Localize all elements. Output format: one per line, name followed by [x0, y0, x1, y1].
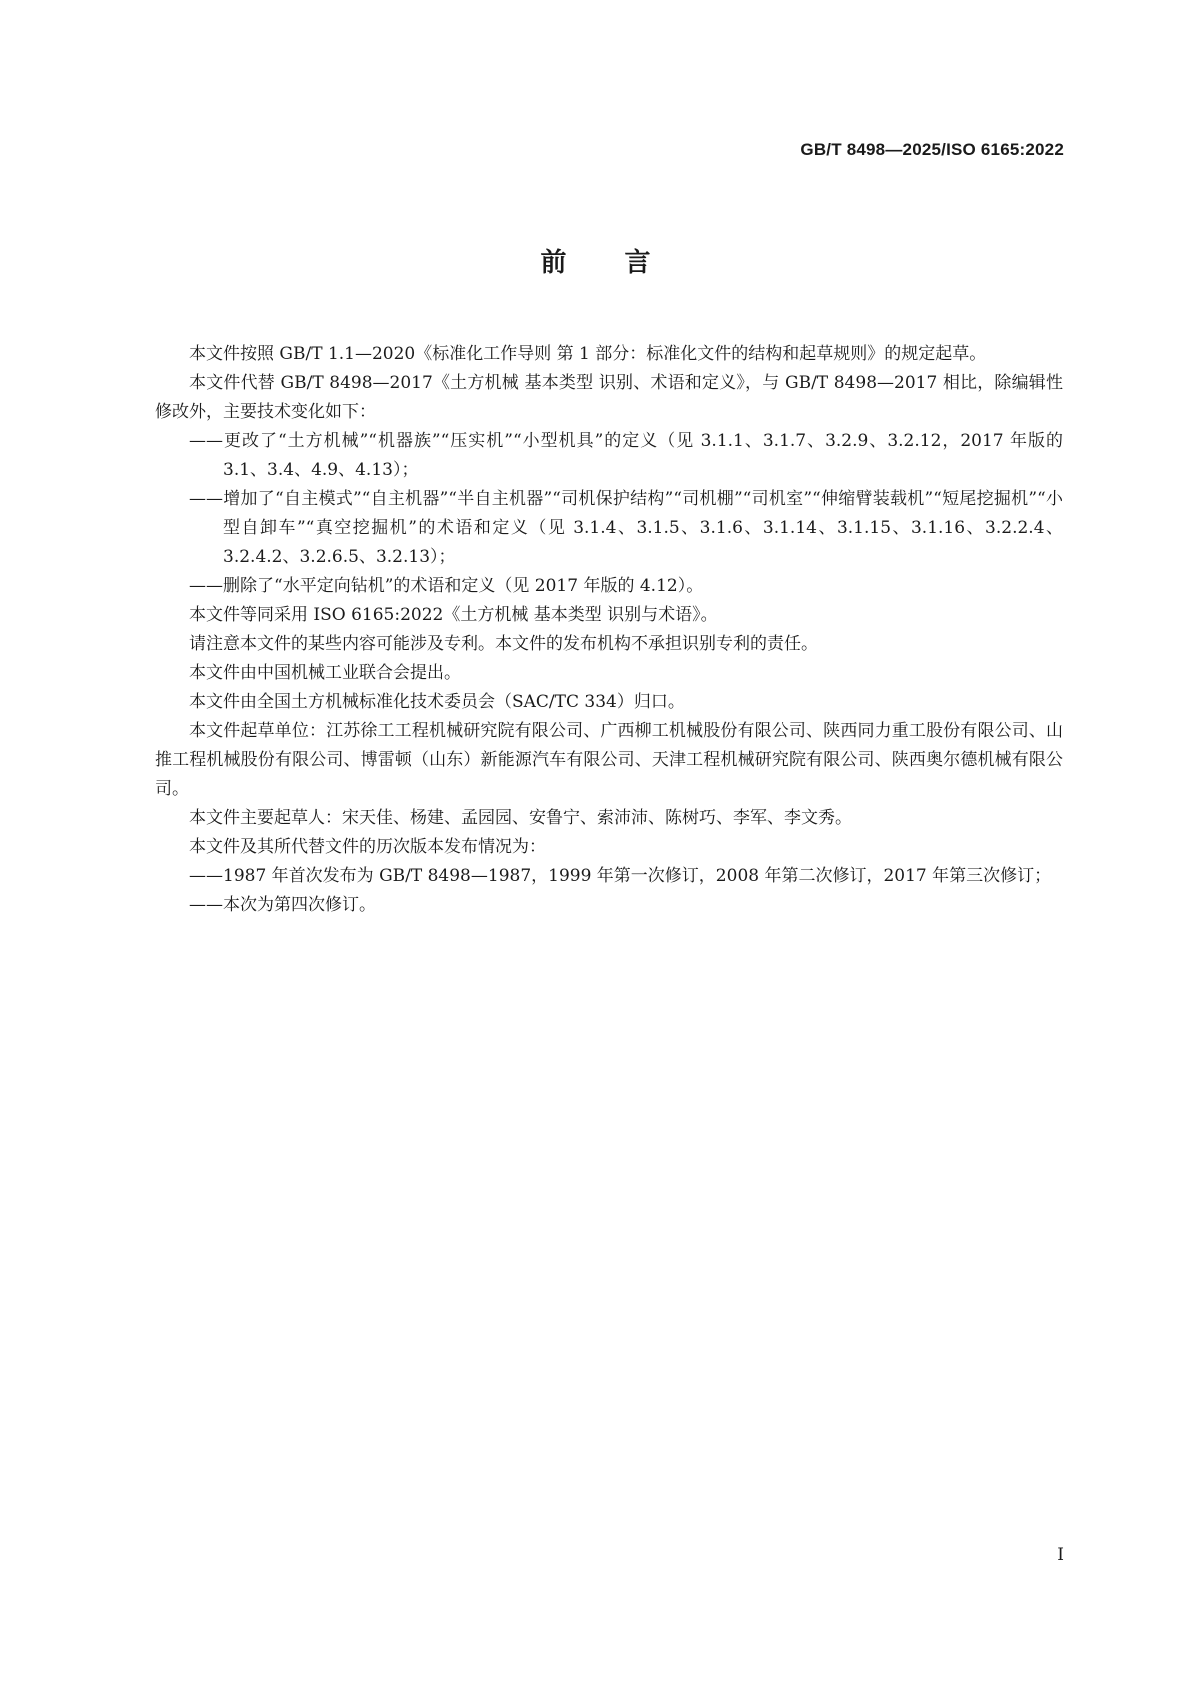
paragraph-replacement: 本文件代替 GB/T 8498—2017《土方机械 基本类型 识别、术语和定义》，与 GB/T 8498—2017 相比，除编辑性修改外，主要技术变化如下：: [155, 373, 1063, 422]
paragraph-drafting-rules: 本文件按照 GB/T 1.1—2020《标准化工作导则 第 1 部分：标准化文件的结构和起草规则》的规定起草。: [189, 344, 987, 364]
document-code: GB/T 8498—2025/ISO 6165:2022: [800, 140, 1064, 159]
page-title: 前言: [540, 248, 709, 278]
change-item-definitions: ——更改了“土方机械”“机器族”“压实机”“小型机具”的定义（见 3.1.1、3.1.7、3.2.9、3.2.12，2017 年版的 3.1、3.4、4.9、4.13）；: [189, 431, 1063, 480]
change-item-deleted-term: ——删除了“水平定向钻机”的术语和定义（见 2017 年版的 4.12）。: [189, 576, 704, 596]
paragraph-proposer: 本文件由中国机械工业联合会提出。: [189, 663, 461, 683]
paragraph-version-history: 本文件及其所代替文件的历次版本发布情况为：: [189, 837, 546, 857]
paragraph-patent-notice: 请注意本文件的某些内容可能涉及专利。本文件的发布机构不承担识别专利的责任。: [189, 634, 818, 654]
history-item-previous: ——1987 年首次发布为 GB/T 8498—1987，1999 年第一次修订，2008 年第二次修订，2017 年第三次修订；: [189, 866, 1052, 886]
paragraph-drafting-units: 本文件起草单位：江苏徐工工程机械研究院有限公司、广西柳工机械股份有限公司、陕西同力重工股份有限公司、山推工程机械股份有限公司、博雷顿（山东）新能源汽车有限公司、天津工程机械研究院有限公司、陕西奥尔德机械有限公司。: [155, 721, 1063, 799]
page-number: I: [1057, 1545, 1064, 1565]
history-item-current: ——本次为第四次修订。: [189, 895, 376, 915]
paragraph-technical-committee: 本文件由全国土方机械标准化技术委员会（SAC/TC 334）归口。: [189, 692, 685, 712]
foreword-body: [155, 340, 1063, 920]
paragraph-iso-adoption: 本文件等同采用 ISO 6165:2022《土方机械 基本类型 识别与术语》。: [189, 605, 718, 625]
paragraph-drafters: 本文件主要起草人：宋天佳、杨建、孟园园、安鲁宁、索沛沛、陈树巧、李军、李文秀。: [189, 808, 852, 828]
change-item-added-terms: ——增加了“自主模式”“自主机器”“半自主机器”“司机保护结构”“司机棚”“司机室”“伸缩臂装载机”“短尾挖掘机”“小型自卸车”“真空挖掘机”的术语和定义（见 3.1.4、3.1.5、3.1.6、3.1.14、3.1.15、3.1.16、3.2.2.4、3.2.4.2、3.2.6.5、3.2.13）；: [189, 489, 1063, 567]
